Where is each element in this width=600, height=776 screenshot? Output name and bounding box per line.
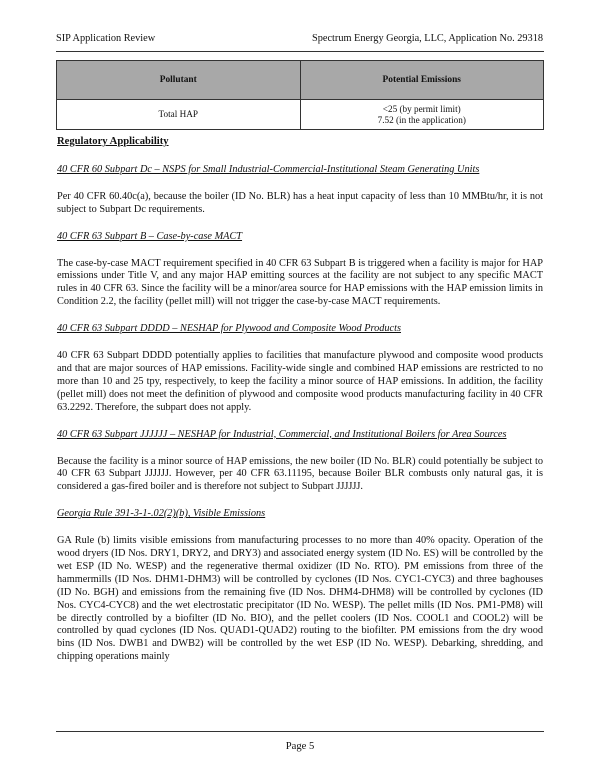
page-header <box>56 33 543 44</box>
emissions-table <box>56 60 544 130</box>
header-left-title: SIP Application Review <box>56 33 156 44</box>
page-number: Page 5 <box>285 741 315 752</box>
subsection-heading-visible-emissions: Georgia Rule 391-3-1-.02(2)(b), Visible Emissions <box>57 508 266 520</box>
subsection-heading-subpart-b: 40 CFR 63 Subpart B – Case-by-case MACT <box>57 230 243 242</box>
cell-potential-emissions <box>300 100 544 130</box>
paragraph-subpart-b: The case-by-case MACT requirement specified in 40 CFR 63 Subpart B is triggered when a facility is major for HAP emissions under Title V, and any major HAP emitting sources at the facility are not subject to any specific MACT rules in 40 CFR 63. Since the facility will be a minor/area source for HAP emissions with the HAP emission limits in Condition 2.2, the facility (pellet mill) will not trigger the case-by-case MACT requirements. <box>57 257 543 308</box>
footer-divider <box>56 731 544 732</box>
paragraph-subpart-jjjjjj: Because the facility is a minor source of HAP emissions, the new boiler (ID No. BLR) could potentially be subject to 40 CFR 63 Subpart JJJJJJ. However, per 40 CFR 63.11195, because Boiler BLR combusts only natural gas, it is considered a gas-fired boiler and is therefore not subject to Subpart JJJJJJ. <box>57 455 543 493</box>
header-divider <box>56 51 544 52</box>
table-header-row <box>57 61 544 100</box>
emission-value-application: 7.52 (in the application) <box>377 114 466 125</box>
document-body <box>57 136 543 678</box>
subsection-heading-subpart-dddd: 40 CFR 63 Subpart DDDD – NESHAP for Plywood and Composite Wood Products <box>57 323 401 335</box>
paragraph-subpart-dddd: 40 CFR 63 Subpart DDDD potentially applies to facilities that manufacture plywood and composite wood products and that are major sources of HAP emissions. Facility-wide single and combined HAP emissions are restricted to no more than 10 and 25 tpy, respectively, to keep the facility a minor source of HAP emissions. In addition, the facility (pellet mill) does not meet the definition of plywood and composite wood products manufacturing facility in 40 CFR 63.2292. Therefore, the subpart does not apply. <box>57 350 543 413</box>
paragraph-visible-emissions: GA Rule (b) limits visible emissions from manufacturing processes to no more than 40% opacity. Operation of the wood dryers (ID Nos. DRY1, DRY2, and DRY3) and associated energy system (ID No. ES) will be controlled by the wet ESP (ID No. WESP) and the regenerative thermal oxidizer (ID No. RTO). PM emissions from three of the hammermills (ID Nos. DHM1-DHM3) will be controlled by cyclones (ID Nos. CYC1-CYC3) and three baghouses (ID No. BGH) and emissions from the remaining five (ID Nos. DHM4-DHM8) will be controlled by cyclones (ID Nos. CYC4-CYC8) and the wet electrostatic precipitator (ID No. WESP). The pellet mills (ID Nos. PM1-PM8) will be directly controlled by a biofilter (ID No. BIO), and the pellet coolers (ID Nos. COOL1 and COOL2) will be controlled by quad cyclones (ID Nos. QUAD1-QUAD2) routing to the biofilter. PM emissions from the dry wood bins (ID Nos. DWB1 and DWB2) will be controlled by the wet ESP (ID No. WESP). Debarking, shredding, and chipping operations mainly <box>57 535 543 663</box>
column-header-pollutant: Pollutant <box>57 61 301 100</box>
subsection-heading-subpart-jjjjjj: 40 CFR 63 Subpart JJJJJJ – NESHAP for Industrial, Commercial, and Institutional Boilers for Area Sources <box>57 428 507 440</box>
subsection-heading-nsps-dc: 40 CFR 60 Subpart Dc – NSPS for Small Industrial-Commercial-Institutional Steam Generating Units <box>57 163 480 175</box>
header-right-title: Spectrum Energy Georgia, LLC, Application No. 29318 <box>312 33 543 44</box>
table-row <box>57 100 544 130</box>
column-header-potential-emissions: Potential Emissions <box>300 61 544 100</box>
section-title: Regulatory Applicability <box>57 136 169 147</box>
paragraph-nsps-dc: Per 40 CFR 60.40c(a), because the boiler (ID No. BLR) has a heat input capacity of less than 10 MMBtu/hr, it is not subject to Subpart Dc requirements. <box>57 190 543 215</box>
cell-pollutant: Total HAP <box>57 100 301 130</box>
emission-value-permit-limit: <25 (by permit limit) <box>382 103 461 114</box>
